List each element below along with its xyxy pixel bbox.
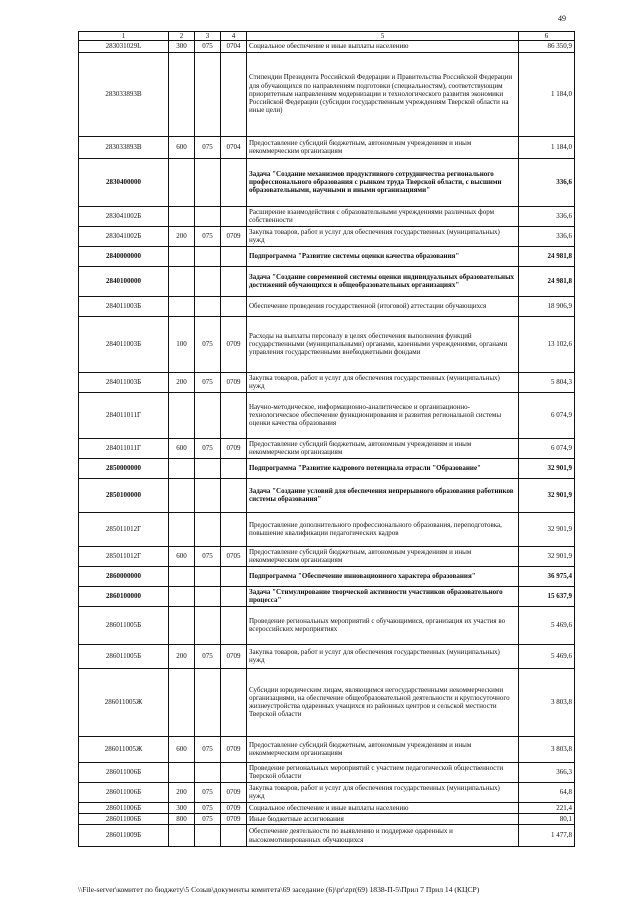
item-description: Проведение региональных мероприятий с обучающимися, организация их участия во всероссийских мероприятиях (247, 606, 519, 644)
amount-cell: 336,6 (519, 158, 575, 206)
amount-cell: 3 803,8 (519, 668, 575, 736)
amount-cell: 336,6 (519, 226, 575, 246)
amount-cell: 1 184,0 (519, 52, 575, 136)
department-code (195, 566, 221, 586)
target-article-code: 284011003Б (79, 372, 169, 392)
expense-type-code (169, 762, 195, 782)
department-code (195, 246, 221, 266)
item-description: Субсидии юридическим лицам, являющимся негосударственными некоммерческими организациями, на обеспечение общеобразовательной деятельности и круглосуточного жизнеустройства одаренных учащихся из районных центров и сельской местности Тверской области (247, 668, 519, 736)
section-code: 0709 (221, 782, 247, 802)
amount-cell: 15 637,9 (519, 586, 575, 606)
target-article-code: 286011005Ж (79, 668, 169, 736)
table-row (79, 762, 575, 782)
department-code: 075 (195, 438, 221, 458)
section-code: 0709 (221, 736, 247, 762)
table-row (79, 136, 575, 158)
expense-type-code (169, 246, 195, 266)
target-article-code: 286011006Б (79, 802, 169, 813)
expense-type-code (169, 206, 195, 226)
table-row (79, 438, 575, 458)
target-article-code: 2860100000 (79, 586, 169, 606)
target-article-code: 2850100000 (79, 478, 169, 512)
section-code: 0709 (221, 226, 247, 246)
table-row (79, 158, 575, 206)
expense-type-code (169, 566, 195, 586)
department-code: 075 (195, 316, 221, 372)
target-article-code: 284011003Б (79, 296, 169, 316)
table-row (79, 392, 575, 438)
amount-cell: 336,6 (519, 206, 575, 226)
item-description: Предоставление субсидий бюджетным, автономным учреждениям и иным некоммерческим организациям (247, 546, 519, 566)
target-article-code: 283041002Б (79, 206, 169, 226)
department-code: 075 (195, 41, 221, 52)
section-code (221, 158, 247, 206)
expense-type-code: 800 (169, 813, 195, 824)
expense-type-code: 200 (169, 372, 195, 392)
expense-type-code: 600 (169, 438, 195, 458)
budget-table (78, 31, 575, 847)
department-code (195, 52, 221, 136)
item-description: Обеспечение проведения государственной (итоговой) аттестации обучающихся (247, 296, 519, 316)
table-body (79, 41, 575, 847)
section-code (221, 566, 247, 586)
target-article-code: 284011003Б (79, 316, 169, 372)
amount-cell: 6 074,9 (519, 438, 575, 458)
amount-cell: 32 901,9 (519, 478, 575, 512)
section-code: 0709 (221, 438, 247, 458)
table-row (79, 668, 575, 736)
table-row (79, 512, 575, 546)
section-code (221, 478, 247, 512)
table-row (79, 246, 575, 266)
department-code (195, 586, 221, 606)
expense-type-code: 600 (169, 546, 195, 566)
amount-cell: 5 469,6 (519, 644, 575, 668)
column-number: 3 (195, 32, 221, 41)
target-article-code: 283033893В (79, 52, 169, 136)
item-description: Закупка товаров, работ и услуг для обеспечения государственных (муниципальных) нужд (247, 372, 519, 392)
section-code (221, 825, 247, 847)
section-code (221, 458, 247, 478)
target-article-code: 286011005Б (79, 644, 169, 668)
item-description: Предоставление субсидий бюджетным, автономным учреждениям и иным некоммерческим организациям (247, 736, 519, 762)
section-code: 0709 (221, 644, 247, 668)
target-article-code: 286011006Б (79, 813, 169, 824)
amount-cell: 6 074,9 (519, 392, 575, 438)
table-row (79, 586, 575, 606)
table-row (79, 566, 575, 586)
table-row (79, 41, 575, 52)
section-code: 0709 (221, 813, 247, 824)
item-description: Обеспечение деятельности по выявлению и поддержке одаренных и высокомотивированных обучающихся (247, 825, 519, 847)
amount-cell: 24 981,8 (519, 266, 575, 296)
amount-cell: 5 804,3 (519, 372, 575, 392)
target-article-code: 285011012Г (79, 546, 169, 566)
section-code (221, 512, 247, 546)
table-row (79, 782, 575, 802)
department-code (195, 296, 221, 316)
amount-cell: 24 981,8 (519, 246, 575, 266)
table-row (79, 372, 575, 392)
item-description: Иные бюджетные ассигнования (247, 813, 519, 824)
column-number: 6 (519, 32, 575, 41)
amount-cell: 80,1 (519, 813, 575, 824)
expense-type-code (169, 825, 195, 847)
section-code (221, 246, 247, 266)
expense-type-code (169, 392, 195, 438)
department-code: 075 (195, 736, 221, 762)
department-code (195, 458, 221, 478)
item-description: Расширение взаимодействия с образовательными учреждениями различных форм собственности (247, 206, 519, 226)
department-code (195, 392, 221, 438)
item-description: Научно-методическое, информационно-аналитическое и организационно-технологическое обеспечение функционирования и развития региональной системы оценки качества образования (247, 392, 519, 438)
item-description: Социальное обеспечение и иные выплаты населению (247, 41, 519, 52)
table-row (79, 316, 575, 372)
expense-type-code (169, 668, 195, 736)
department-code: 075 (195, 644, 221, 668)
target-article-code: 284011011Г (79, 438, 169, 458)
item-description: Закупка товаров, работ и услуг для обеспечения государственных (муниципальных) нужд (247, 226, 519, 246)
item-description: Подпрограмма "Обеспечение инновационного характера образования" (247, 566, 519, 586)
table-row (79, 206, 575, 226)
table-row (79, 606, 575, 644)
target-article-code: 2840000000 (79, 246, 169, 266)
section-code (221, 296, 247, 316)
item-description: Задача "Создание условий для обеспечения непрерывного образования работников системы образования" (247, 478, 519, 512)
expense-type-code: 600 (169, 136, 195, 158)
file-path-footer: \\File-server\комитет по бюджету\5 Созыв\документы комитета\69 заседание (6)\pr\zpr(69) 1838-П-5\Прил 7 Прил 14 (КЦСР) (78, 885, 480, 894)
table-row (79, 478, 575, 512)
item-description: Социальное обеспечение и иные выплаты населению (247, 802, 519, 813)
target-article-code: 283033893В (79, 136, 169, 158)
expense-type-code (169, 266, 195, 296)
expense-type-code: 600 (169, 736, 195, 762)
column-number: 2 (169, 32, 195, 41)
section-code: 0705 (221, 546, 247, 566)
department-code: 075 (195, 546, 221, 566)
expense-type-code: 100 (169, 316, 195, 372)
table-row (79, 736, 575, 762)
section-code: 0704 (221, 41, 247, 52)
item-description: Предоставление дополнительного профессионального образования, переподготовка, повышение квалификации педагогических кадров (247, 512, 519, 546)
amount-cell: 221,4 (519, 802, 575, 813)
table-row (79, 52, 575, 136)
table-row (79, 813, 575, 824)
expense-type-code (169, 158, 195, 206)
table-row (79, 644, 575, 668)
department-code (195, 606, 221, 644)
item-description: Задача "Создание механизмов продуктивного сотрудничества регионального профессионального образования с рынком труда Тверской области, с высшими образовательными, научными и иными организациями" (247, 158, 519, 206)
item-description: Подпрограмма "Развитие кадрового потенциала отрасли "Образование" (247, 458, 519, 478)
section-code: 0709 (221, 372, 247, 392)
target-article-code: 286011006Б (79, 762, 169, 782)
column-number: 1 (79, 32, 169, 41)
amount-cell: 1 184,0 (519, 136, 575, 158)
section-code: 0709 (221, 802, 247, 813)
amount-cell: 5 469,6 (519, 606, 575, 644)
department-code (195, 825, 221, 847)
expense-type-code: 200 (169, 226, 195, 246)
item-description: Предоставление субсидий бюджетным, автономным учреждениям и иным некоммерческим организациям (247, 136, 519, 158)
amount-cell: 86 350,9 (519, 41, 575, 52)
item-description: Предоставление субсидий бюджетным, автономным учреждениям и иным некоммерческим организациям (247, 438, 519, 458)
amount-cell: 32 901,9 (519, 546, 575, 566)
department-code (195, 668, 221, 736)
department-code: 075 (195, 802, 221, 813)
target-article-code: 284011011Г (79, 392, 169, 438)
department-code (195, 478, 221, 512)
target-article-code: 2860000000 (79, 566, 169, 586)
item-description: Закупка товаров, работ и услуг для обеспечения государственных (муниципальных) нужд (247, 644, 519, 668)
table-row (79, 226, 575, 246)
department-code (195, 158, 221, 206)
item-description: Задача "Стимулирование творческой активности участников образовательного процесса" (247, 586, 519, 606)
item-description: Проведение региональных мероприятий с участием педагогической общественности Тверской области (247, 762, 519, 782)
amount-cell: 1 477,8 (519, 825, 575, 847)
section-code (221, 206, 247, 226)
column-number: 4 (221, 32, 247, 41)
table-row (79, 266, 575, 296)
amount-cell: 32 901,9 (519, 512, 575, 546)
target-article-code: 2840100000 (79, 266, 169, 296)
section-code (221, 586, 247, 606)
table-row (79, 296, 575, 316)
target-article-code: 283031029L (79, 41, 169, 52)
table-row (79, 458, 575, 478)
column-number-row (79, 32, 575, 41)
amount-cell: 366,3 (519, 762, 575, 782)
department-code: 075 (195, 782, 221, 802)
expense-type-code (169, 52, 195, 136)
section-code (221, 392, 247, 438)
department-code (195, 206, 221, 226)
section-code (221, 266, 247, 296)
section-code (221, 52, 247, 136)
table-row (79, 825, 575, 847)
target-article-code: 286011009Б (79, 825, 169, 847)
department-code: 075 (195, 226, 221, 246)
expense-type-code (169, 478, 195, 512)
expense-type-code (169, 606, 195, 644)
item-description: Подпрограмма "Развитие системы оценки качества образования" (247, 246, 519, 266)
target-article-code: 2830400000 (79, 158, 169, 206)
department-code (195, 266, 221, 296)
amount-cell: 3 803,8 (519, 736, 575, 762)
section-code: 0704 (221, 136, 247, 158)
page-number: 49 (558, 14, 566, 23)
target-article-code: 286011005Б (79, 606, 169, 644)
column-number: 5 (247, 32, 519, 41)
amount-cell: 13 102,6 (519, 316, 575, 372)
department-code (195, 512, 221, 546)
section-code (221, 606, 247, 644)
table-row (79, 546, 575, 566)
target-article-code: 2850000000 (79, 458, 169, 478)
amount-cell: 36 975,4 (519, 566, 575, 586)
target-article-code: 285011012Г (79, 512, 169, 546)
item-description: Стипендии Президента Российской Федерации и Правительства Российской Федерации для обучающихся по направлениям подготовки (специальностям), соответствующим приоритетным направлениям модернизации и технологического развития экономики Российской Федерации (субсидии государственным учреждениям Тверской области на иные цели) (247, 52, 519, 136)
department-code: 075 (195, 372, 221, 392)
table-row (79, 802, 575, 813)
section-code (221, 668, 247, 736)
target-article-code: 283041002Б (79, 226, 169, 246)
target-article-code: 286011006Б (79, 782, 169, 802)
item-description: Расходы на выплаты персоналу в целях обеспечения выполнения функций государственными (муниципальными) органами, казенными учреждениями, органами управления государственными внебюджетными фондами (247, 316, 519, 372)
expense-type-code: 300 (169, 802, 195, 813)
expense-type-code (169, 458, 195, 478)
target-article-code: 286011005Ж (79, 736, 169, 762)
department-code (195, 762, 221, 782)
expense-type-code (169, 512, 195, 546)
amount-cell: 64,8 (519, 782, 575, 802)
section-code (221, 762, 247, 782)
expense-type-code (169, 296, 195, 316)
amount-cell: 32 901,9 (519, 458, 575, 478)
item-description: Задача "Создание современной системы оценки индивидуальных образовательных достижений обучающихся в общеобразовательных организациях" (247, 266, 519, 296)
department-code: 075 (195, 813, 221, 824)
amount-cell: 18 906,9 (519, 296, 575, 316)
section-code: 0709 (221, 316, 247, 372)
expense-type-code: 300 (169, 41, 195, 52)
expense-type-code (169, 586, 195, 606)
expense-type-code: 200 (169, 782, 195, 802)
item-description: Закупка товаров, работ и услуг для обеспечения государственных (муниципальных) нужд (247, 782, 519, 802)
expense-type-code: 200 (169, 644, 195, 668)
department-code: 075 (195, 136, 221, 158)
